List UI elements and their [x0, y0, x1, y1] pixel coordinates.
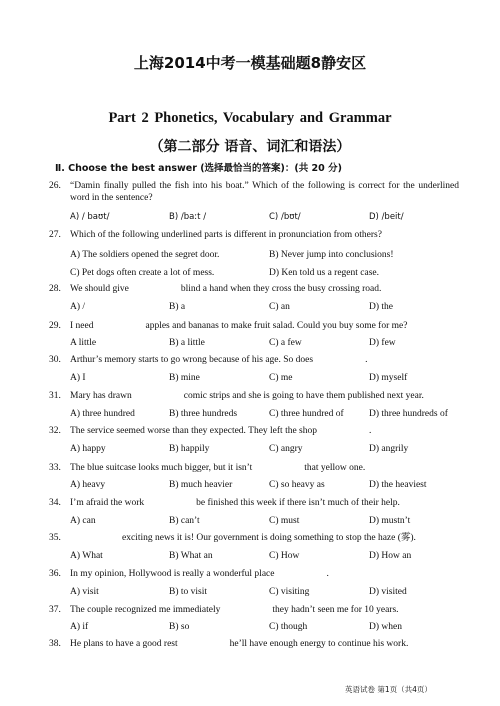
option-d: D) few [369, 338, 396, 348]
option-a: A) visit [70, 587, 99, 597]
option-d: D) the [369, 302, 394, 312]
question-28 [49, 283, 459, 295]
option-a: A) / [70, 302, 86, 312]
option-b: B) so [169, 622, 190, 632]
option-b: B) can’t [169, 516, 200, 526]
option-c: C) me [269, 373, 293, 383]
options-30 [70, 372, 470, 384]
option-d: D) when [369, 622, 402, 632]
option-b: B) Never jump into conclusions! [269, 250, 394, 260]
question-stem: He plans to have a good rest he’ll have enough energy to continue his work. [70, 639, 409, 649]
option-c: C) though [269, 622, 308, 632]
option-a: A) heavy [70, 480, 106, 490]
option-a: A little [70, 338, 97, 348]
option-a: A) if [70, 622, 89, 632]
options-28 [70, 301, 470, 313]
section-heading: Ⅱ. Choose the best answer (选择最恰当的答案)：(共 20 分) [55, 163, 342, 174]
question-stem: Mary has drawn comic strips and she is going to have them published next year. [70, 391, 424, 401]
options-27-row1 [70, 249, 470, 261]
option-b: B) to visit [169, 587, 208, 597]
option-d: D) Ken told us a regent case. [269, 268, 380, 278]
question-34 [49, 497, 459, 509]
question-stem: The service seemed worse than they expected. They left the shop . [70, 426, 372, 436]
question-number: 28. [49, 284, 61, 294]
question-number: 33. [49, 463, 61, 473]
option-d: D) /beit/ [369, 212, 404, 222]
question-31 [49, 390, 459, 402]
page-title: 上海2014中考一模基础题8静安区 [133, 54, 367, 72]
option-b: B) a [169, 302, 186, 312]
question-27 [49, 229, 459, 241]
question-38 [49, 638, 459, 650]
question-number: 32. [49, 426, 61, 436]
question-number: 27. [49, 230, 61, 240]
option-c: C) an [269, 302, 290, 312]
part-title: Part 2 Phonetics, Vocabulary and Grammar [108, 110, 392, 126]
question-32 [49, 425, 459, 437]
question-stem: Arthur’s memory starts to go wrong because of his age. So does . [70, 355, 368, 365]
option-a: A) What [70, 551, 103, 561]
option-b: B) a little [169, 338, 205, 348]
option-c: C) must [269, 516, 300, 526]
option-c: C) so heavy as [269, 480, 325, 490]
options-26 [70, 211, 470, 223]
option-c: C) visiting [269, 587, 310, 597]
option-b: B) three hundreds [169, 409, 238, 419]
option-c: C) a few [269, 338, 302, 348]
question-stem: exciting news it is! Our government is doing something to stop the haze (雾). [122, 533, 416, 543]
question-stem: I need apples and bananas to make fruit salad. Could you buy some for me? [70, 321, 408, 331]
option-a: A) can [70, 516, 96, 526]
option-d: D) visited [369, 587, 407, 597]
question-number: 34. [49, 498, 61, 508]
question-stem: Which of the following underlined parts is different in pronunciation from others? [70, 230, 382, 240]
question-stem: We should give blind a hand when they cross the busy crossing road. [70, 284, 382, 294]
option-c: C) three hundred of [269, 409, 344, 419]
option-b: B) happily [169, 444, 210, 454]
question-number: 37. [49, 605, 61, 615]
question-stem: “Damin finally pulled the fish into his boat.” Which of the following is correct for the underlined word in the sentence? [70, 181, 459, 203]
options-36 [70, 586, 470, 598]
part-subtitle: （第二部分 语音、词汇和语法） [149, 139, 351, 155]
options-29 [70, 337, 470, 349]
question-35 [49, 532, 459, 544]
option-d: D) How an [369, 551, 412, 561]
question-37 [49, 604, 459, 616]
option-b: B) mine [169, 373, 200, 383]
option-a: A) The soldiers opened the segret door. [70, 250, 220, 260]
question-number: 29. [49, 321, 61, 331]
option-c: C) angry [269, 444, 303, 454]
question-26 [49, 180, 459, 204]
option-d: D) angrily [369, 444, 409, 454]
option-d: D) mustn’t [369, 516, 411, 526]
question-number: 36. [49, 569, 61, 579]
option-b: B) much heavier [169, 480, 233, 490]
question-30 [49, 354, 459, 366]
option-b: B) What an [169, 551, 213, 561]
question-33 [49, 462, 459, 474]
option-c: C) /bʊt/ [269, 212, 301, 222]
options-33 [70, 479, 470, 491]
question-number: 26. [49, 181, 61, 191]
option-d: D) myself [369, 373, 408, 383]
option-a: A) happy [70, 444, 106, 454]
options-31 [70, 408, 470, 420]
page-footer: 英语试卷 第1页（共4页） [345, 685, 432, 694]
question-36 [49, 568, 459, 580]
options-34 [70, 515, 470, 527]
question-stem: In my opinion, Hollywood is really a wonderful place . [70, 569, 329, 579]
question-stem: The couple recognized me immediately they hadn’t seen me for 10 years. [70, 605, 399, 615]
question-29 [49, 320, 459, 332]
option-a: A) I [70, 373, 86, 383]
question-number: 31. [49, 391, 61, 401]
option-a: A) three hundred [70, 409, 135, 419]
options-35 [70, 550, 470, 562]
option-c: C) How [269, 551, 300, 561]
options-37 [70, 621, 470, 633]
options-27-row2 [70, 267, 470, 279]
question-stem: I’m afraid the work be finished this week if there isn’t much of their help. [70, 498, 400, 508]
option-a: A) / baʊt/ [70, 212, 110, 222]
question-number: 38. [49, 639, 61, 649]
option-c: C) Pet dogs often create a lot of mess. [70, 268, 215, 278]
question-number: 35. [49, 533, 61, 543]
question-number: 30. [49, 355, 61, 365]
option-d: D) the heaviest [369, 480, 427, 490]
option-d: D) three hundreds of [369, 409, 448, 419]
options-32 [70, 443, 470, 455]
question-stem: The blue suitcase looks much bigger, but it isn’t that yellow one. [70, 463, 366, 473]
option-b: B) /baːt / [169, 212, 207, 222]
